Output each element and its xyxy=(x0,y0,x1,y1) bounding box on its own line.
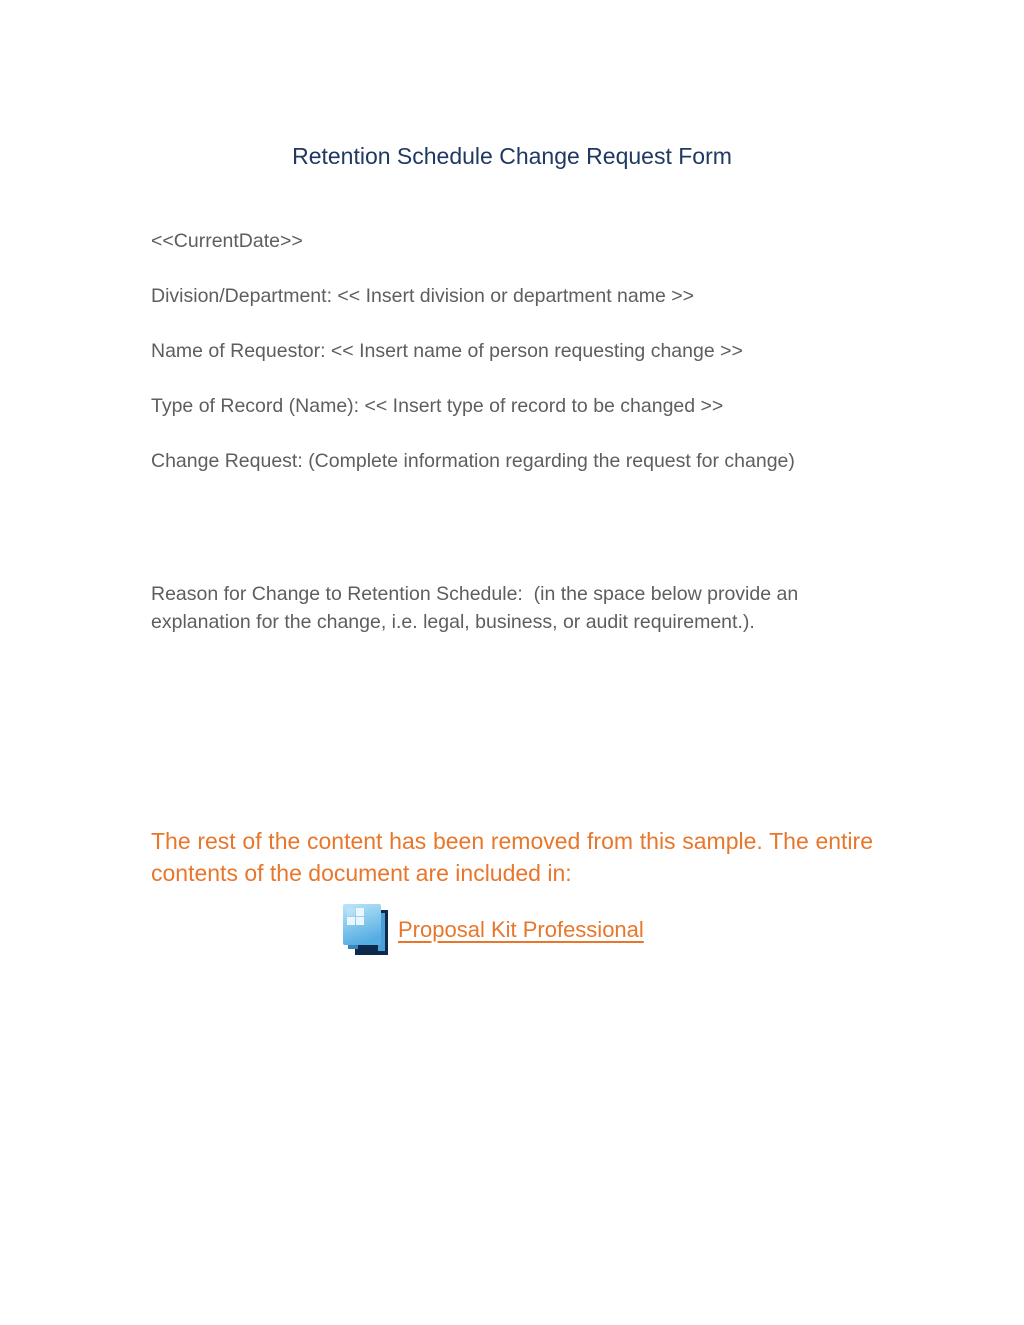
reason-for-change-field: Reason for Change to Retention Schedule: (in the space below provide an explanation for the change, i.e. legal, business, or audit requirement.). xyxy=(151,583,799,633)
requestor-name-field: Name of Requestor: << Insert name of person requesting change >> xyxy=(151,340,743,362)
proposal-kit-link-row xyxy=(343,904,873,956)
division-department-field: Division/Department: << Insert division or department name >> xyxy=(151,285,695,307)
proposal-kit-logo-icon[interactable] xyxy=(343,904,389,956)
sample-removed-notice: The rest of the content has been removed from this sample. The entire contents of the document are included in: xyxy=(151,828,873,886)
change-request-field: Change Request: (Complete information regarding the request for change) xyxy=(151,450,795,472)
proposal-kit-professional-link[interactable]: Proposal Kit Professional xyxy=(398,917,644,942)
current-date-placeholder: <<CurrentDate>> xyxy=(151,230,303,252)
page-title: Retention Schedule Change Request Form xyxy=(292,143,732,169)
record-type-field: Type of Record (Name): << Insert type of record to be changed >> xyxy=(151,395,724,417)
